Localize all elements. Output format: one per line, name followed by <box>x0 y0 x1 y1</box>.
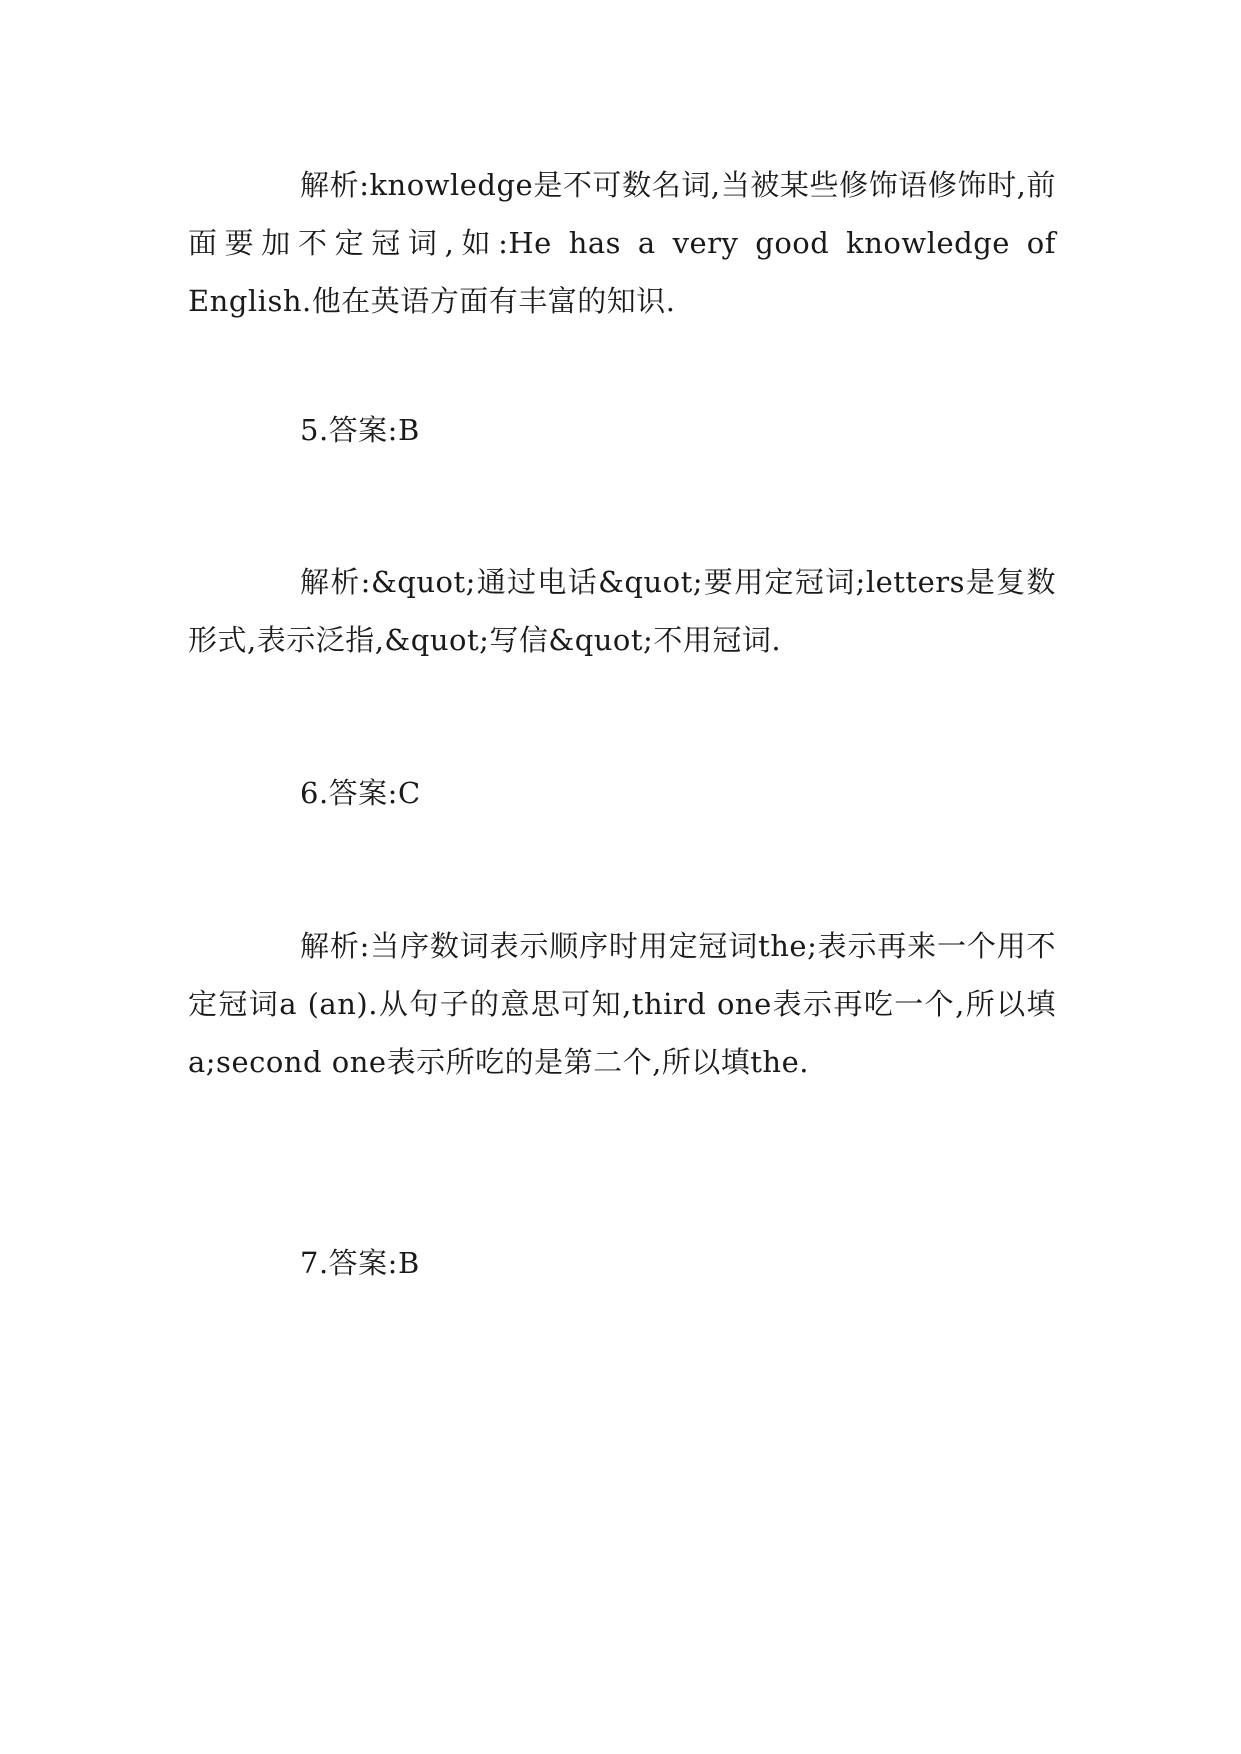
answer-block-7 <box>188 1234 1056 1292</box>
answer-block-6 <box>188 764 1056 822</box>
answer-block-5 <box>188 401 1056 459</box>
explanation-text: 解析:当序数词表示顺序时用定冠词the;表示再来一个用不定冠词a (an).从句子的意思可知,third one表示再吃一个,所以填a;second one表示所吃的是第二个,所以填the. <box>188 929 1056 1079</box>
answer-text: 5.答案:B <box>300 413 420 447</box>
explanation-block-6 <box>188 917 1056 1091</box>
answer-text: 6.答案:C <box>300 776 421 810</box>
explanation-block-4 <box>188 156 1056 330</box>
answer-text: 7.答案:B <box>300 1246 420 1280</box>
explanation-text: 解析:knowledge是不可数名词,当被某些修饰语修饰时,前面要加不定冠词,如:He has a very good knowledge of English.他在英语方面有丰富的知识. <box>188 168 1056 318</box>
explanation-block-5 <box>188 553 1056 669</box>
explanation-text: 解析:&quot;通过电话&quot;要用定冠词;letters是复数形式,表示泛指,&quot;写信&quot;不用冠词. <box>188 565 1056 657</box>
